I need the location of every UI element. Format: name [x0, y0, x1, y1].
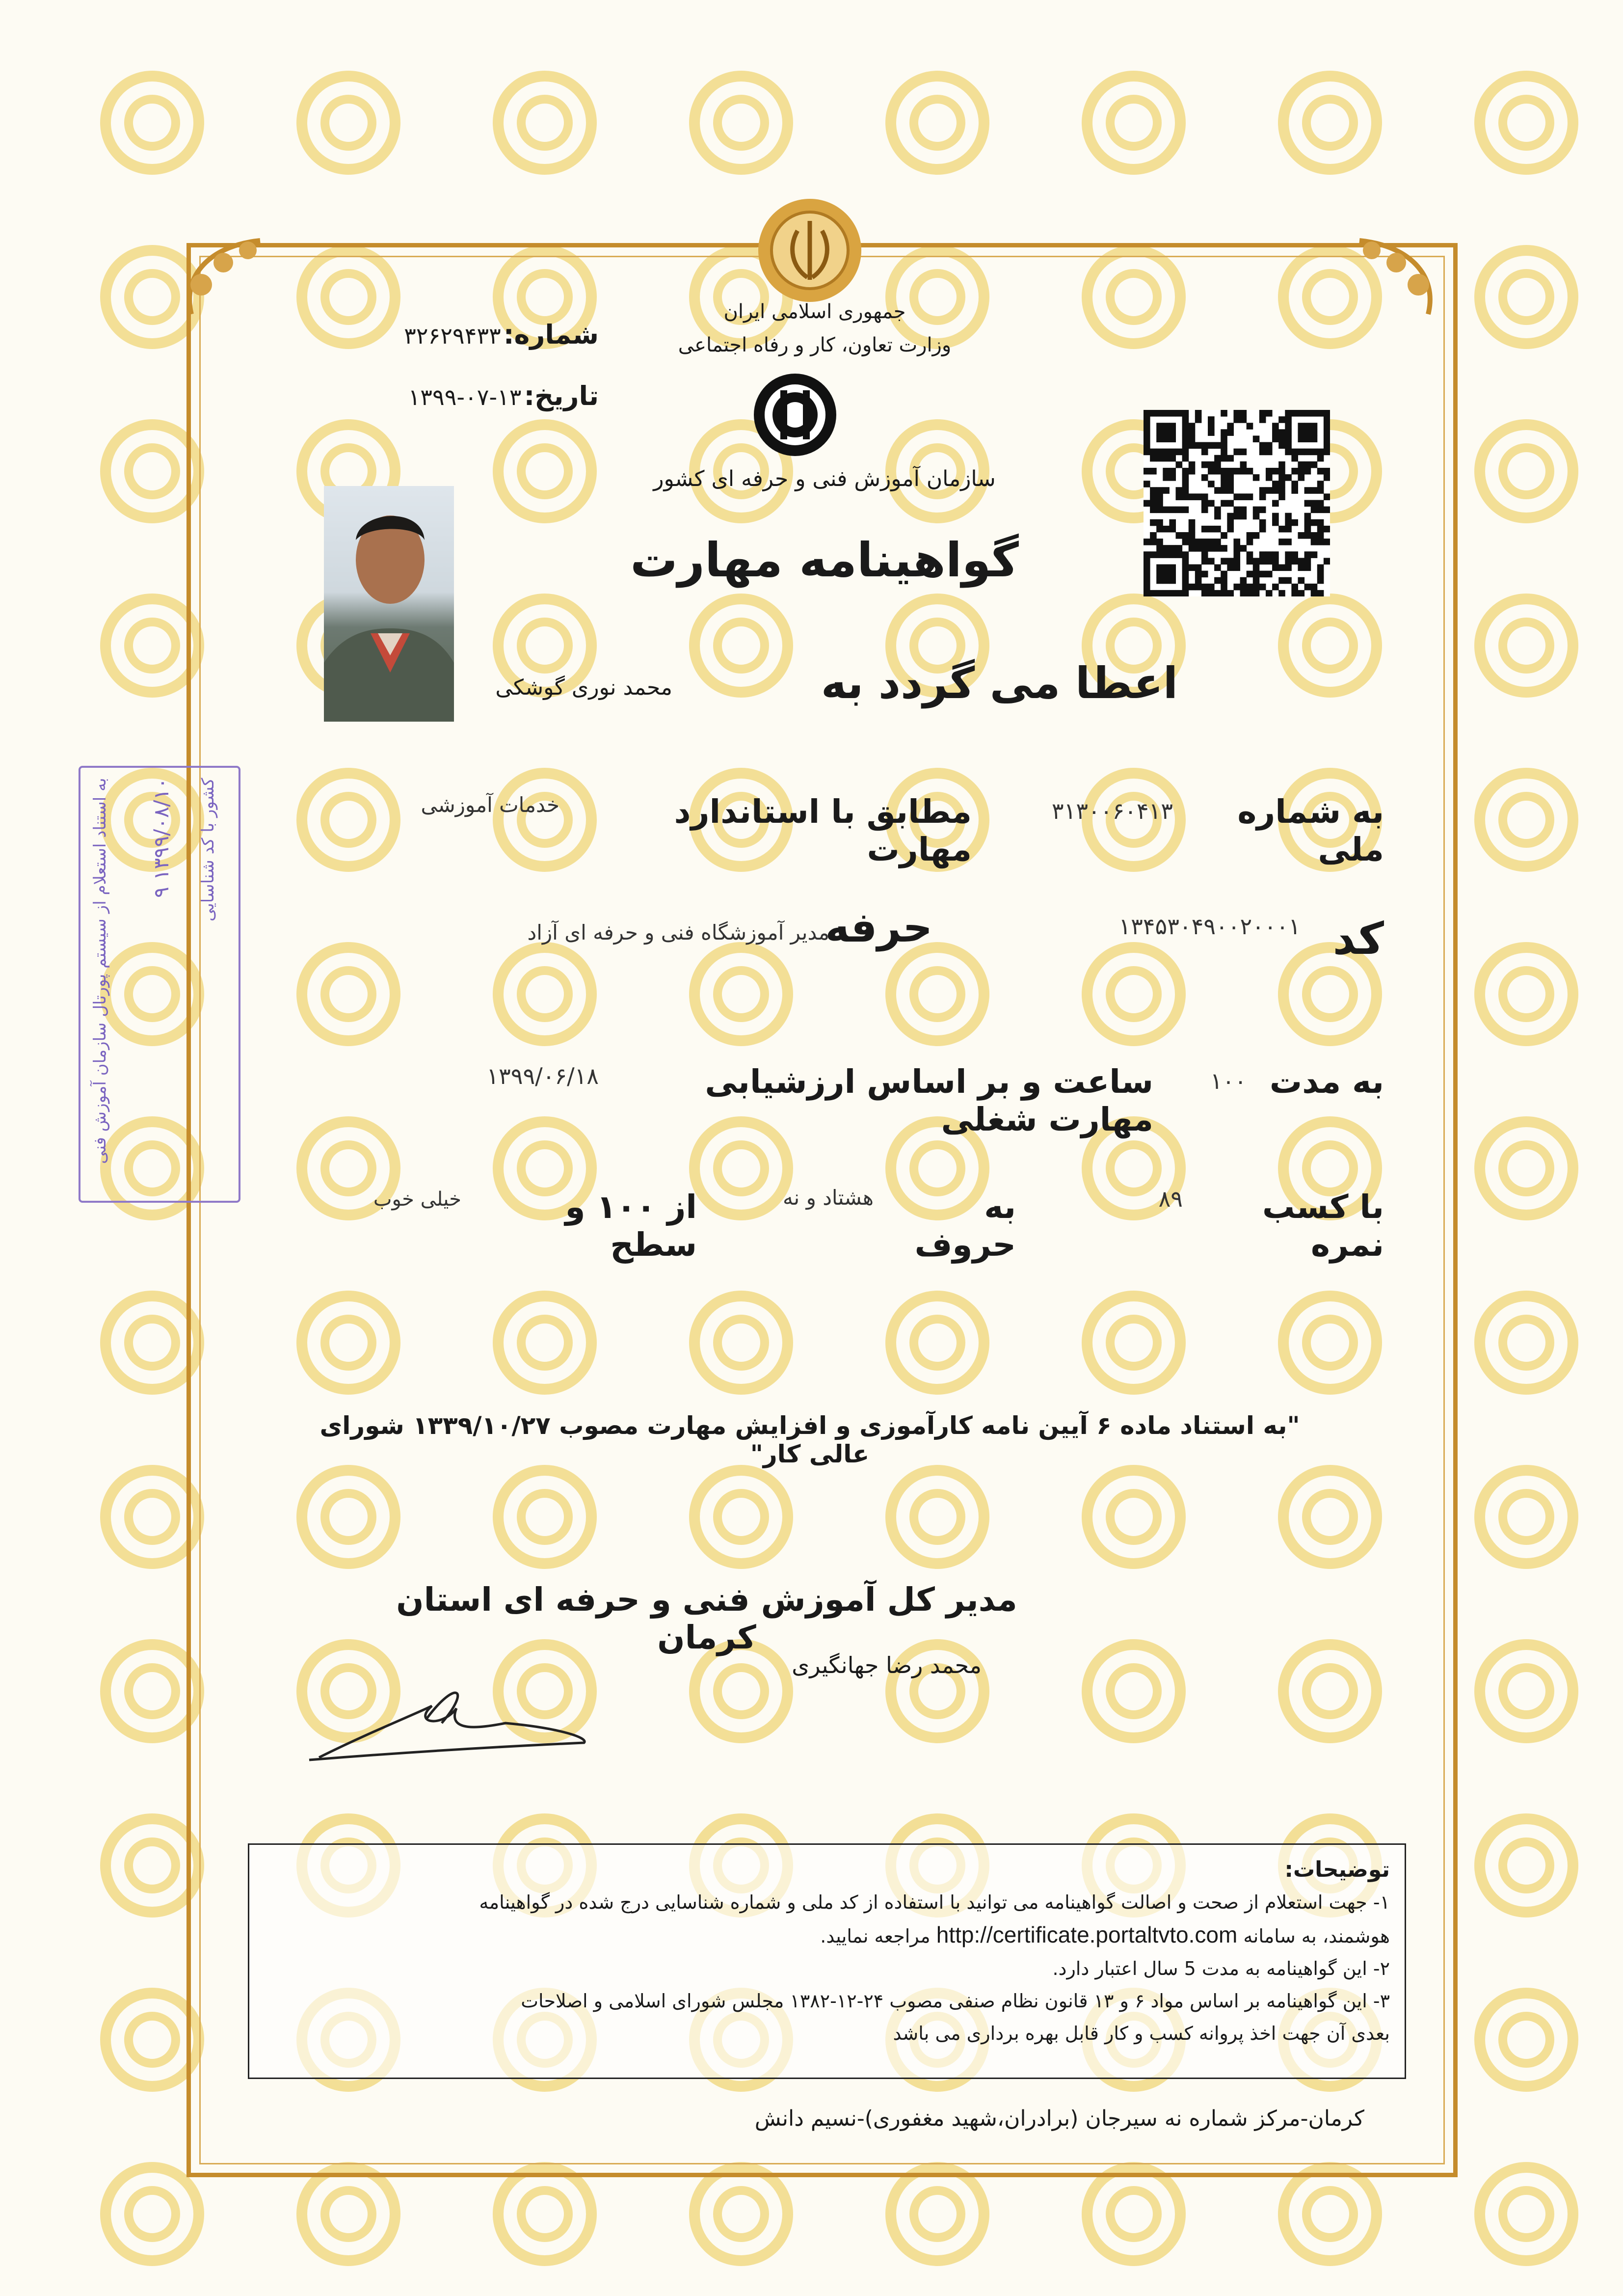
notes-line-2: [264, 1918, 1390, 1952]
portrait-image: [324, 486, 454, 722]
notes-line-2-prefix: هوشمند، به سامانه: [1243, 1925, 1390, 1947]
watermark-logo-icon: [106, 425, 199, 518]
holder-photo: [324, 486, 454, 722]
signatory-title: مدیر کل آموزش فنی و حرفه ای استان کرمان: [396, 1581, 1017, 1656]
certificate-title: گواهینامه مهارت: [630, 533, 1019, 588]
corner-ornament-top-right: [1340, 216, 1458, 334]
national-id-label: به شماره ملی: [1237, 793, 1384, 868]
watermark-logo-icon: [891, 2167, 984, 2261]
organization-logo-icon: [751, 371, 839, 459]
watermark-logo-icon: [1283, 2167, 1377, 2261]
corner-ornament-top-left: [162, 216, 280, 334]
watermark-logo-icon: [106, 1470, 199, 1564]
notes-line-4: ۳- این گواهینامه بر اساس مواد ۶ و ۱۳ قانون نظام صنفی مصوب ۲۴-۱۲-۱۳۸۲ مجلس شورای اسلامی و اصلاحات: [521, 1990, 1390, 2012]
watermark-logo-icon: [106, 1993, 199, 2086]
notes-line-5: بعدی آن جهت اخذ پروانه کسب و کار قابل بهره برداری می باشد: [893, 2023, 1390, 2044]
republic-title: جمهوری اسلامی ایران: [723, 300, 906, 323]
watermark-logo-icon: [1480, 425, 1573, 518]
watermark-logo-icon: [106, 1296, 199, 1389]
organization-title: سازمان آموزش فنی و حرفه ای کشور: [653, 466, 996, 491]
duration-value: ۱۰۰: [1210, 1068, 1247, 1094]
watermark-logo-icon: [1480, 1645, 1573, 1738]
watermark-logo-icon: [1480, 599, 1573, 692]
notes-box: [248, 1843, 1406, 2079]
watermark-logo-icon: [694, 2167, 788, 2261]
number-label: شماره:: [503, 319, 599, 350]
footer-location: کرمان-مرکز شماره نه سیرجان (برادران،شهید مغفوری)-نسیم دانش: [754, 2106, 1364, 2131]
watermark-logo-icon: [1480, 1296, 1573, 1389]
notes-heading: توضیحات:: [1284, 1857, 1390, 1882]
stamp-line-3: کشور با کد شناسایی: [198, 778, 218, 921]
score-value: ۸۹: [1158, 1186, 1183, 1212]
code-value: ۱۳۴۵۳۰۴۹۰۰۲۰۰۰۱: [1118, 913, 1301, 940]
watermark-logo-icon: [106, 2167, 199, 2261]
watermark-logo-icon: [1480, 2167, 1573, 2261]
verification-url-link[interactable]: http://certificate.portaltvto.com: [936, 1922, 1238, 1947]
standard-value: خدمات آموزشی: [421, 793, 559, 817]
watermark-logo-icon: [106, 1645, 199, 1738]
notes-line-1: ۱- جهت استعلام از صحت و اصالت گواهینامه می توانید با استفاده از کد ملی و شماره شناسایی درج شده در گواهینامه: [479, 1891, 1390, 1913]
watermark-logo-icon: [302, 2167, 395, 2261]
watermark-logo-icon: [891, 76, 984, 169]
watermark-logo-icon: [106, 76, 199, 169]
qr-code: [1144, 410, 1330, 596]
signatory-name: محمد رضا جهانگیری: [792, 1652, 982, 1678]
words-value: هشتاد و نه: [783, 1186, 874, 1210]
date-label: تاریخ:: [524, 380, 599, 411]
number-value: ۳۲۶۲۹۴۳۳: [404, 323, 501, 349]
validation-stamp: [79, 766, 240, 1203]
code-label: کد: [1332, 913, 1384, 965]
national-id-value: ۳۱۳۰۰۶۰۴۱۳: [1051, 798, 1173, 824]
level-value: خیلی خوب: [373, 1188, 461, 1211]
watermark-logo-icon: [106, 1819, 199, 1912]
watermark-logo-icon: [1480, 773, 1573, 866]
evaluation-date: ۱۳۹۹/۰۶/۱۸: [486, 1063, 599, 1089]
watermark-logo-icon: [694, 76, 788, 169]
stamp-line-2: ۱۳۹۹/۰۸/۱۰ ۹: [149, 778, 173, 898]
awarded-to-label: اعطا می گردد به: [821, 658, 1178, 708]
watermark-logo-icon: [1480, 250, 1573, 344]
watermark-logo-icon: [1480, 76, 1573, 169]
watermark-logo-icon: [1480, 1122, 1573, 1215]
certificate-number: [353, 319, 599, 350]
signature-mark: [294, 1659, 599, 1782]
watermark-logo-icon: [498, 2167, 591, 2261]
notes-line-2-suffix: مراجعه نمایید.: [820, 1925, 931, 1947]
recipient-name: محمد نوری گوشکی: [495, 675, 672, 700]
watermark-logo-icon: [1480, 1993, 1573, 2086]
score-label: با کسب نمره: [1262, 1188, 1384, 1264]
watermark-logo-icon: [302, 76, 395, 169]
words-label: به حروف: [914, 1188, 1016, 1264]
watermark-logo-icon: [1480, 947, 1573, 1041]
watermark-logo-icon: [1283, 76, 1377, 169]
watermark-logo-icon: [498, 76, 591, 169]
duration-label: به مدت: [1269, 1063, 1384, 1101]
certificate-date: [353, 380, 599, 411]
watermark-logo-icon: [1480, 1470, 1573, 1564]
watermark-logo-icon: [1087, 2167, 1180, 2261]
watermark-logo-icon: [106, 599, 199, 692]
watermark-logo-icon: [1087, 76, 1180, 169]
notes-line-3: ۲- این گواهینامه به مدت 5 سال اعتبار دارد.: [1052, 1958, 1390, 1979]
legal-clause: "به استناد ماده ۶ آیین نامه کارآموزی و افزایش مهارت مصوب ۱۳۳۹/۱۰/۲۷ شورای عالی کار": [319, 1411, 1300, 1468]
hours-label: ساعت و بر اساس ارزشیابی مهارت شغلی: [705, 1063, 1153, 1138]
standard-label: مطابق با استاندارد مهارت: [674, 793, 972, 868]
profession-value: مدیر آموزشگاه فنی و حرفه ای آزاد: [527, 920, 829, 945]
profession-label: حرفه: [825, 903, 932, 951]
watermark-logo-icon: [1480, 1819, 1573, 1912]
ministry-title: وزارت تعاون، کار و رفاه اجتماعی: [678, 334, 952, 356]
national-emblem-icon: [753, 194, 866, 307]
stamp-line-1: به استناد استعلام از سیستم پورتال سازمان آموزش فنی: [90, 778, 110, 1164]
out-of-label: از ۱۰۰ و سطح: [565, 1188, 697, 1264]
date-value: ۱۳-۰۷-۱۳۹۹: [408, 384, 522, 410]
